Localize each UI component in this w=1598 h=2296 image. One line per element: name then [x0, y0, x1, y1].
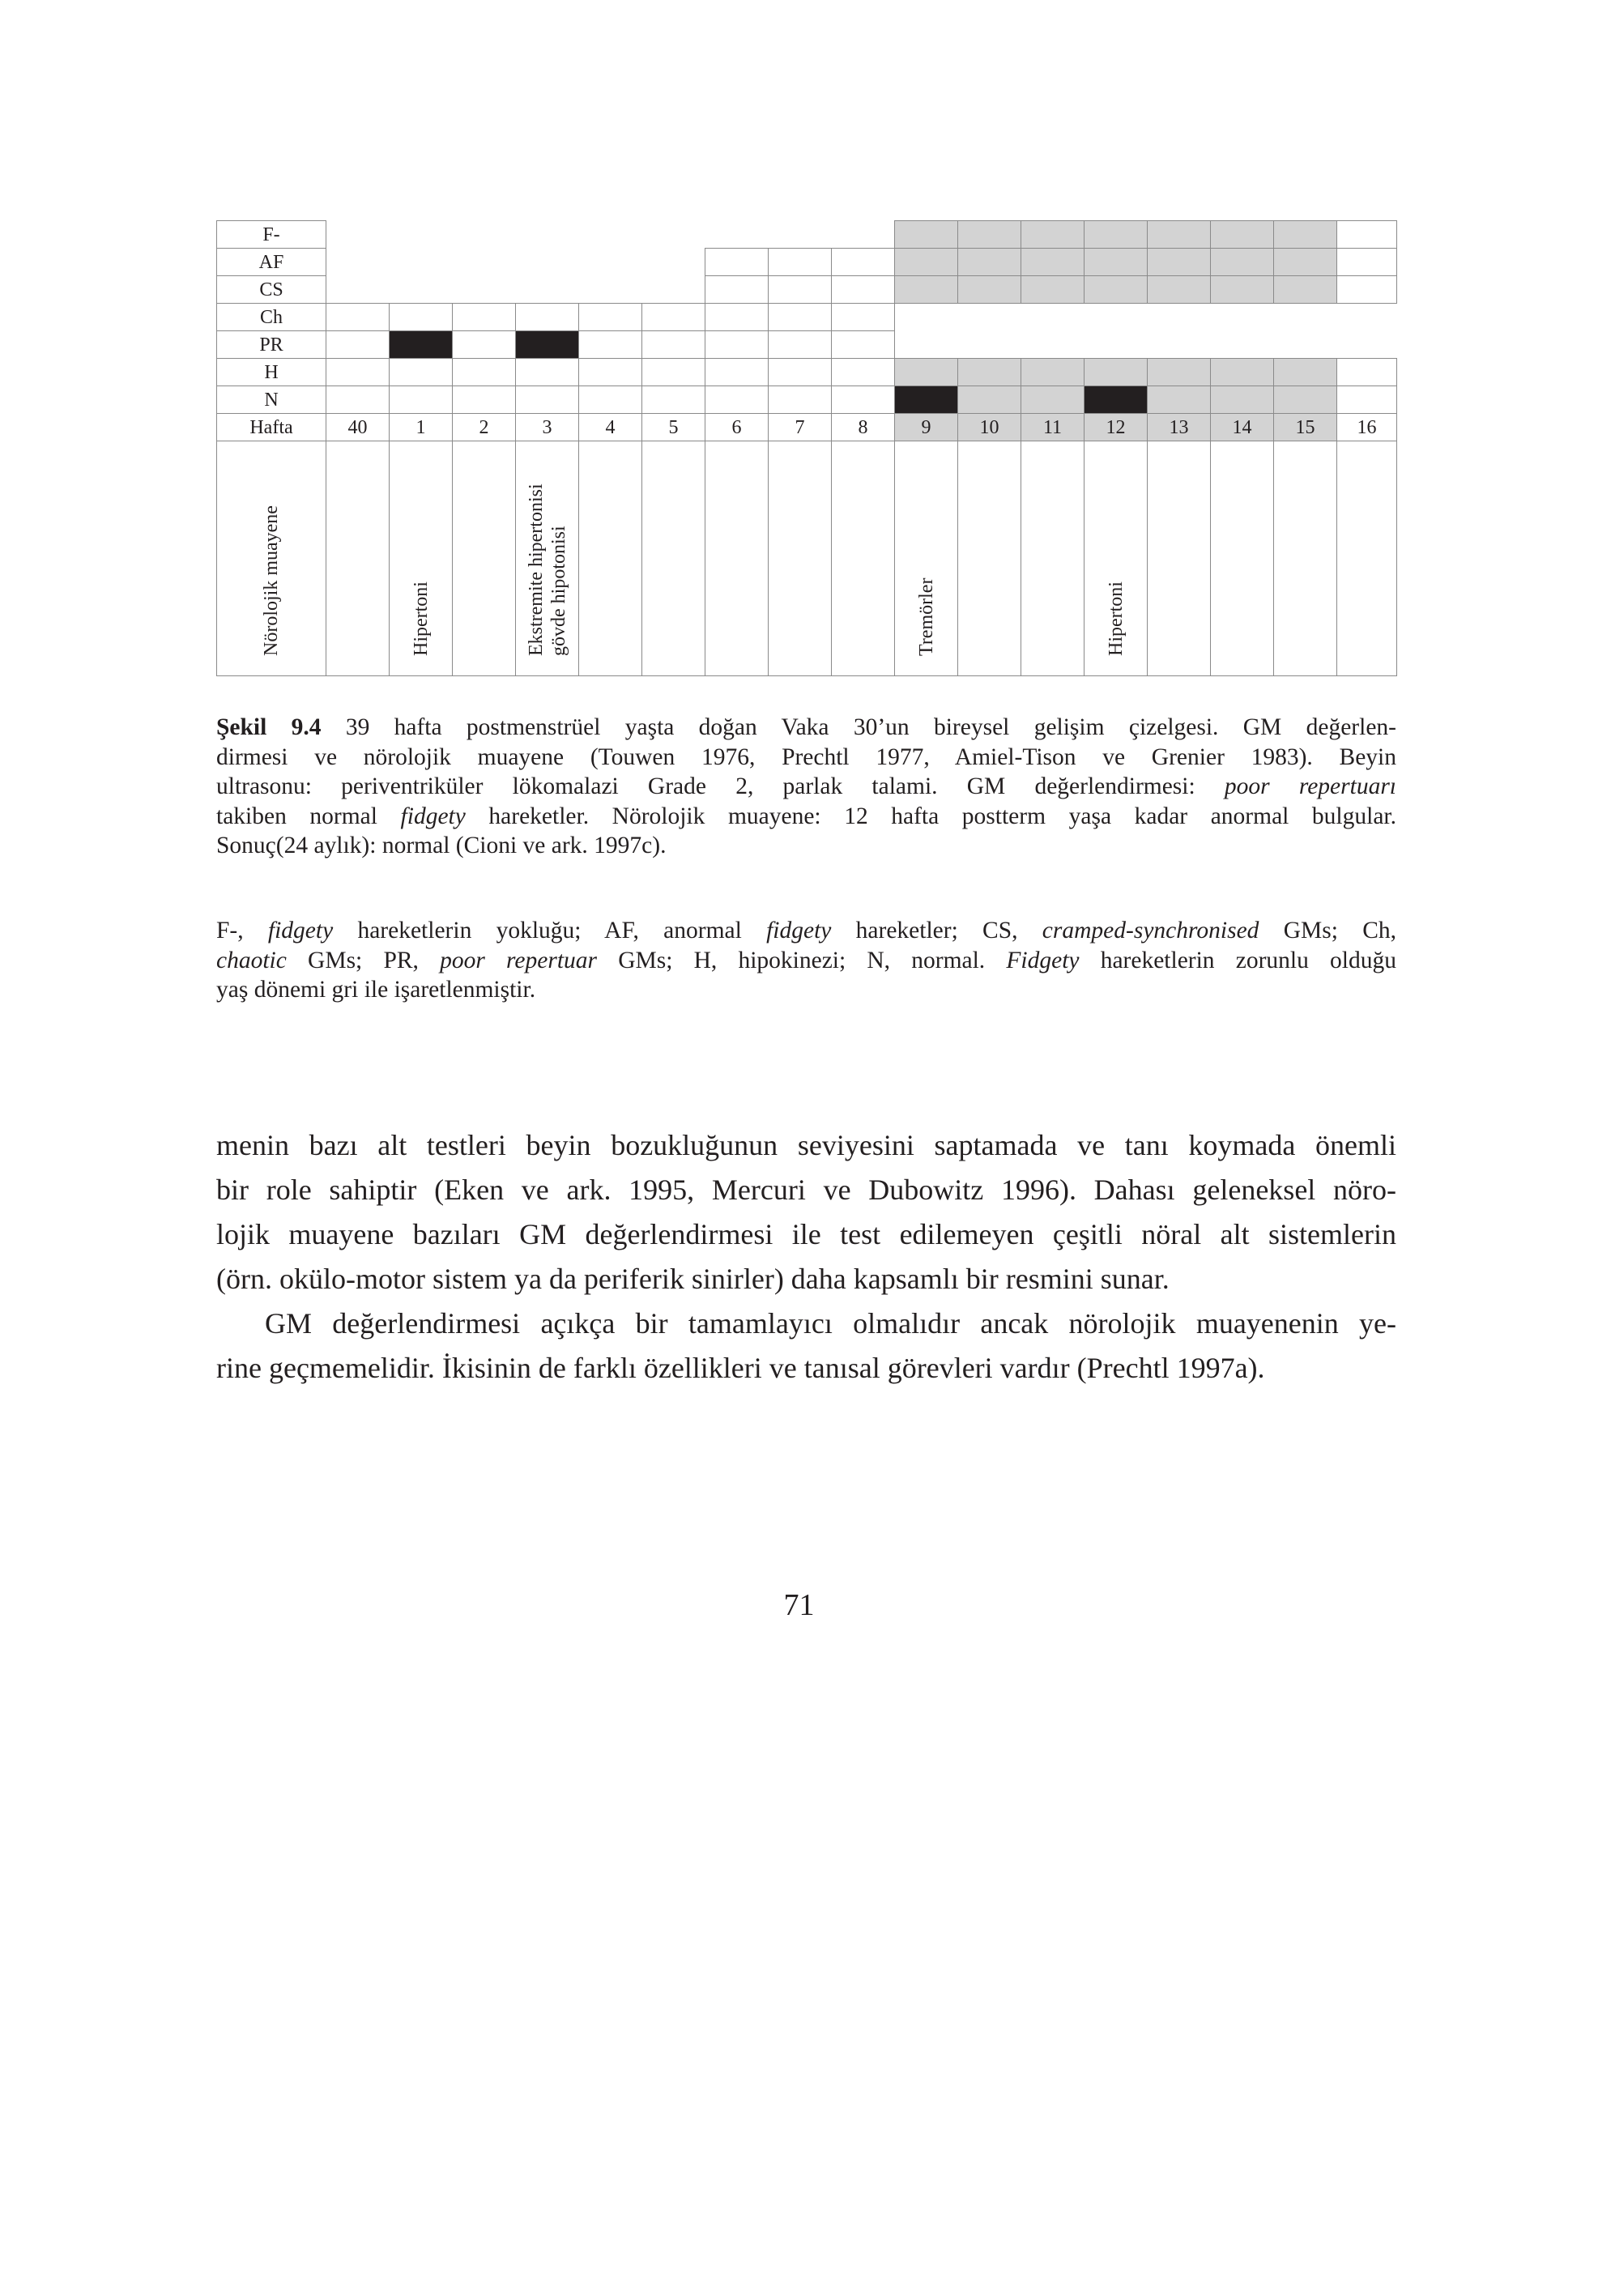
fidgety-period-cell — [1085, 276, 1148, 304]
week-cell: 4 — [579, 414, 642, 441]
week-cell: 1 — [390, 414, 453, 441]
grid-cell — [958, 304, 1021, 331]
grid-cell — [832, 249, 895, 276]
body-line: rine geçmemelidir. İkisinin de farklı özellikleri ve tanısal görevleri vardır (Prechtl 1997a). — [216, 1352, 1265, 1384]
grid-cell — [832, 276, 895, 304]
neuro-cell — [642, 441, 705, 676]
grid-cell — [326, 221, 390, 249]
week-cell: 12 — [1085, 414, 1148, 441]
week-cell: 9 — [895, 414, 958, 441]
neuro-cell — [516, 441, 579, 676]
fidgety-period-cell — [1148, 359, 1211, 386]
result-cell — [516, 331, 579, 359]
grid-cell — [895, 331, 958, 359]
grid-cell — [579, 359, 642, 386]
grid-cell — [516, 249, 579, 276]
grid-cell — [1337, 276, 1397, 304]
neuro-cell — [390, 441, 453, 676]
fidgety-period-cell — [1211, 249, 1274, 276]
neuro-cell — [1274, 441, 1337, 676]
fidgety-period-cell — [1021, 359, 1085, 386]
row-label: N — [217, 386, 326, 414]
caption-line: dirmesi ve nörolojik muayene (Touwen 1976, Prechtl 1977, Amiel-Tison ve Grenier 1983). Beyin — [216, 743, 1396, 770]
grid-cell — [390, 249, 453, 276]
caption-italic: poor repertuarı — [1224, 773, 1396, 799]
caption-line: 39 hafta postmenstrüel yaşta doğan Vaka 30’un bireysel gelişim çizelgesi. GM değerlen- — [321, 714, 1396, 740]
week-cell: 2 — [453, 414, 516, 441]
caption-line: hareketler. Nörolojik muayene: 12 hafta postterm yaşa kadar anormal bulgular. — [465, 803, 1396, 829]
grid-cell — [1337, 249, 1397, 276]
fidgety-period-cell — [1274, 276, 1337, 304]
grid-cell — [705, 276, 769, 304]
grid-cell — [1274, 331, 1337, 359]
row-label: F- — [217, 221, 326, 249]
legend-text: yaş dönemi gri ile işaretlenmiştir. — [216, 977, 536, 1003]
grid-cell — [642, 304, 705, 331]
fidgety-period-cell — [958, 249, 1021, 276]
grid-cell — [895, 304, 958, 331]
row-label: AF — [217, 249, 326, 276]
legend-italic: fidgety — [766, 918, 832, 944]
grid-cell — [1337, 386, 1397, 414]
caption-line: ultrasonu: periventriküler lökomalazi Grade 2, parlak talami. GM değerlendirmesi: — [216, 773, 1225, 799]
grid-cell — [516, 304, 579, 331]
week-cell: 6 — [705, 414, 769, 441]
grid-cell — [1337, 359, 1397, 386]
grid-cell — [453, 304, 516, 331]
grid-cell — [453, 359, 516, 386]
fidgety-period-cell — [958, 221, 1021, 249]
legend-text: GMs; H, hipokinezi; N, normal. — [597, 947, 1007, 973]
fidgety-period-cell — [1085, 359, 1148, 386]
fidgety-period-cell — [1274, 386, 1337, 414]
grid-cell — [832, 359, 895, 386]
neuro-cell — [895, 441, 958, 676]
legend-italic: chaotic — [216, 947, 287, 973]
caption-line: takiben normal — [216, 803, 401, 829]
fidgety-period-cell — [1274, 221, 1337, 249]
figure-label: Şekil 9.4 — [216, 714, 322, 740]
grid-cell — [769, 304, 832, 331]
grid-cell — [769, 276, 832, 304]
grid-cell — [1274, 304, 1337, 331]
row-label: Ch — [217, 304, 326, 331]
legend-italic: poor repertuar — [440, 947, 597, 973]
result-cell — [1085, 386, 1148, 414]
grid-cell — [579, 249, 642, 276]
grid-cell — [326, 304, 390, 331]
week-cell: 40 — [326, 414, 390, 441]
week-cell: 13 — [1148, 414, 1211, 441]
fidgety-period-cell — [1085, 221, 1148, 249]
legend-text: hareketler; CS, — [831, 918, 1042, 944]
week-cell: 11 — [1021, 414, 1085, 441]
grid-cell — [705, 249, 769, 276]
legend-text: GMs; Ch, — [1259, 918, 1396, 944]
grid-cell — [832, 331, 895, 359]
grid-cell — [1148, 331, 1211, 359]
grid-cell — [1148, 304, 1211, 331]
neuro-cell — [832, 441, 895, 676]
neuro-finding-line: Ekstremite hipertonisi — [525, 483, 547, 656]
grid-cell — [326, 386, 390, 414]
row-label: PR — [217, 331, 326, 359]
grid-cell — [642, 276, 705, 304]
fidgety-period-cell — [1021, 276, 1085, 304]
grid-cell — [1211, 304, 1274, 331]
grid-cell — [390, 359, 453, 386]
grid-cell — [832, 386, 895, 414]
neuro-cell — [1337, 441, 1397, 676]
body-line: bir role sahiptir (Eken ve ark. 1995, Mercuri ve Dubowitz 1996). Dahası geleneksel nöro- — [216, 1174, 1396, 1206]
grid-cell — [453, 331, 516, 359]
fidgety-period-cell — [1148, 276, 1211, 304]
body-line: (örn. okülo-motor sistem ya da periferik sinirler) daha kapsamlı bir resmini sunar. — [216, 1263, 1170, 1295]
week-cell: 10 — [958, 414, 1021, 441]
grid-cell — [390, 386, 453, 414]
grid-cell — [769, 359, 832, 386]
body-line: menin bazı alt testleri beyin bozukluğunun seviyesini saptamada ve tanı koymada önemli — [216, 1129, 1396, 1161]
result-cell — [895, 386, 958, 414]
grid-cell — [642, 359, 705, 386]
grid-cell — [642, 331, 705, 359]
caption-line: Sonuç(24 aylık): normal (Cioni ve ark. 1997c). — [216, 833, 667, 858]
neuro-cell — [579, 441, 642, 676]
fidgety-period-cell — [895, 359, 958, 386]
body-line: lojik muayene bazıları GM değerlendirmesi ile test edilemeyen çeşitli nöral alt sistemlerin — [216, 1218, 1396, 1250]
grid-cell — [1085, 304, 1148, 331]
neuro-finding — [1104, 581, 1128, 656]
neuro-finding-line: Hipertoni — [410, 581, 432, 656]
neuro-exam-label-cell — [217, 441, 326, 676]
fidgety-period-cell — [958, 276, 1021, 304]
grid-cell — [390, 304, 453, 331]
grid-cell — [453, 386, 516, 414]
grid-cell — [579, 304, 642, 331]
grid-cell — [453, 276, 516, 304]
legend-italic: cramped-synchronised — [1042, 918, 1259, 944]
neuro-cell — [1021, 441, 1085, 676]
grid-cell — [326, 359, 390, 386]
fidgety-period-cell — [895, 276, 958, 304]
grid-cell — [516, 276, 579, 304]
grid-cell — [516, 386, 579, 414]
fidgety-period-cell — [958, 386, 1021, 414]
fidgety-period-cell — [958, 359, 1021, 386]
grid-cell — [1211, 331, 1274, 359]
neuro-finding — [409, 581, 433, 656]
grid-cell — [453, 221, 516, 249]
grid-cell — [390, 276, 453, 304]
neuro-cell — [326, 441, 390, 676]
fidgety-period-cell — [1148, 386, 1211, 414]
grid-cell — [579, 276, 642, 304]
neuro-cell — [958, 441, 1021, 676]
neuro-finding — [914, 578, 939, 656]
grid-cell — [769, 249, 832, 276]
neuro-finding-line: Hipertoni — [1105, 581, 1127, 656]
grid-cell — [832, 221, 895, 249]
fidgety-period-cell — [895, 221, 958, 249]
grid-cell — [958, 331, 1021, 359]
neuro-cell — [1148, 441, 1211, 676]
grid-cell — [832, 304, 895, 331]
neuro-finding — [525, 483, 570, 656]
neuro-cell — [1211, 441, 1274, 676]
fidgety-period-cell — [1148, 249, 1211, 276]
figure-legend — [216, 916, 1396, 1005]
week-cell: 14 — [1211, 414, 1274, 441]
neuro-cell — [453, 441, 516, 676]
fidgety-period-cell — [1021, 221, 1085, 249]
row-label: H — [217, 359, 326, 386]
week-cell: 7 — [769, 414, 832, 441]
neuro-cell — [705, 441, 769, 676]
week-cell: 8 — [832, 414, 895, 441]
legend-text: GMs; PR, — [286, 947, 441, 973]
neuro-finding-line: Tremörler — [915, 577, 937, 656]
body-line: GM değerlendirmesi açıkça bir tamamlayıcı olmalıdır ancak nörolojik muayenenin ye- — [265, 1307, 1396, 1340]
legend-text: hareketlerin yokluğu; AF, anormal — [333, 918, 767, 944]
grid-cell — [1337, 221, 1397, 249]
row-label: CS — [217, 276, 326, 304]
grid-cell — [516, 221, 579, 249]
grid-cell — [579, 331, 642, 359]
fidgety-period-cell — [1211, 221, 1274, 249]
chart-grid — [216, 220, 1397, 676]
grid-cell — [326, 331, 390, 359]
fidgety-period-cell — [1211, 386, 1274, 414]
caption-italic: fidgety — [400, 803, 466, 829]
grid-cell — [705, 221, 769, 249]
body-paragraphs — [216, 1123, 1396, 1391]
legend-italic: fidgety — [267, 918, 334, 944]
grid-cell — [705, 386, 769, 414]
fidgety-period-cell — [1021, 386, 1085, 414]
grid-cell — [1085, 331, 1148, 359]
legend-text: F-, — [216, 918, 268, 944]
grid-cell — [579, 386, 642, 414]
grid-cell — [705, 304, 769, 331]
grid-cell — [1021, 331, 1085, 359]
fidgety-period-cell — [1021, 249, 1085, 276]
grid-cell — [390, 221, 453, 249]
legend-italic: Fidgety — [1006, 947, 1080, 973]
grid-cell — [769, 386, 832, 414]
grid-cell — [579, 221, 642, 249]
fidgety-period-cell — [1211, 276, 1274, 304]
grid-cell — [1021, 304, 1085, 331]
grid-cell — [516, 359, 579, 386]
neuro-cell — [769, 441, 832, 676]
figure-caption — [216, 713, 1396, 861]
fidgety-period-cell — [1274, 249, 1337, 276]
grid-cell — [642, 386, 705, 414]
grid-cell — [326, 249, 390, 276]
fidgety-period-cell — [1148, 221, 1211, 249]
fidgety-period-cell — [1211, 359, 1274, 386]
result-cell — [390, 331, 453, 359]
grid-cell — [326, 276, 390, 304]
grid-cell — [705, 359, 769, 386]
neuro-cell — [1085, 441, 1148, 676]
fidgety-period-cell — [895, 249, 958, 276]
development-chart — [216, 220, 1396, 684]
neuro-exam-label: Nörolojik muayene — [261, 505, 282, 656]
week-header: Hafta — [217, 414, 326, 441]
grid-cell — [705, 331, 769, 359]
fidgety-period-cell — [1274, 359, 1337, 386]
week-cell: 15 — [1274, 414, 1337, 441]
grid-cell — [453, 249, 516, 276]
grid-cell — [1337, 304, 1397, 331]
grid-cell — [642, 221, 705, 249]
grid-cell — [769, 221, 832, 249]
grid-cell — [642, 249, 705, 276]
grid-cell — [769, 331, 832, 359]
week-cell: 5 — [642, 414, 705, 441]
legend-text: hareketlerin zorunlu olduğu — [1079, 947, 1396, 973]
page-number: 71 — [783, 1588, 815, 1622]
grid-cell — [1337, 331, 1397, 359]
week-cell: 3 — [516, 414, 579, 441]
fidgety-period-cell — [1085, 249, 1148, 276]
week-cell: 16 — [1337, 414, 1397, 441]
neuro-finding-line: gövde hipotonisi — [548, 526, 569, 656]
